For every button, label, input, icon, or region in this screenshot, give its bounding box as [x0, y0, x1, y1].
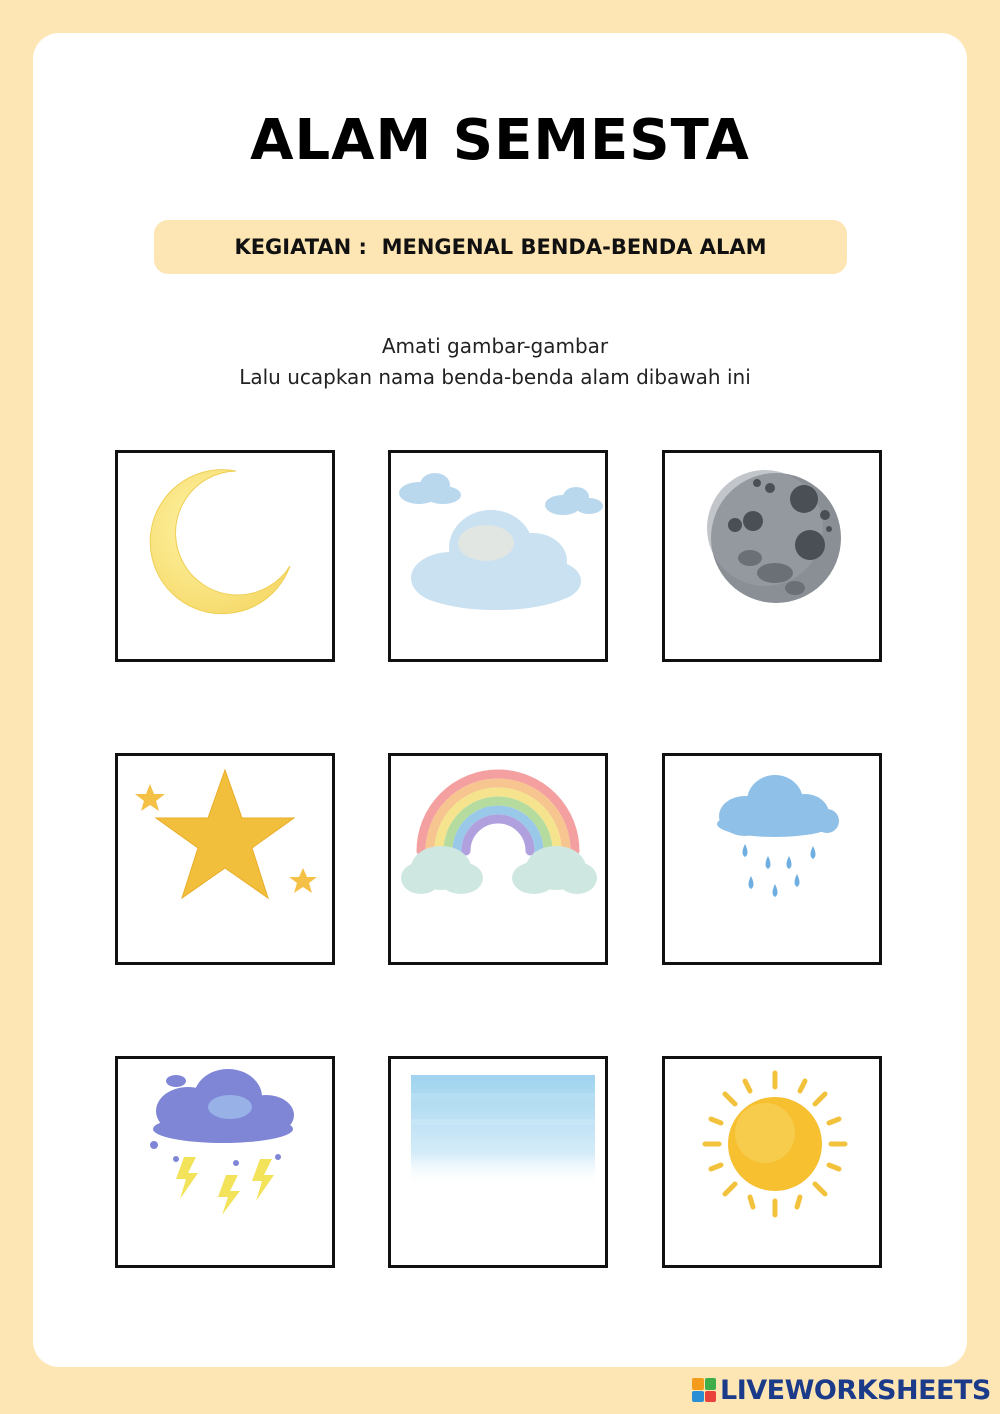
sky-icon — [391, 1059, 605, 1265]
picture-box-crescent-moon — [115, 450, 335, 662]
picture-box-rainbow — [388, 753, 608, 965]
crescent-moon-icon — [118, 453, 332, 659]
picture-box-stars — [115, 753, 335, 965]
brand-name: LIVEWORKSHEETS — [720, 1374, 991, 1406]
picture-box-full-moon — [662, 450, 882, 662]
picture-box-clouds — [388, 450, 608, 662]
picture-box-storm-cloud — [115, 1056, 335, 1268]
rain-cloud-icon — [665, 756, 879, 962]
full-moon-icon — [665, 453, 879, 659]
page-title: ALAM SEMESTA — [250, 108, 750, 173]
clouds-icon — [391, 453, 605, 659]
instruction-line-1: Amati gambar-gambar — [381, 334, 609, 358]
instruction-line-2: Lalu ucapkan nama benda-benda alam dibawah ini — [239, 365, 751, 389]
rainbow-icon — [391, 756, 605, 962]
picture-box-rain-cloud — [662, 753, 882, 965]
picture-box-sky — [388, 1056, 608, 1268]
storm-cloud-icon — [118, 1059, 332, 1265]
sun-icon — [665, 1059, 879, 1265]
brand-logo-icon — [692, 1378, 716, 1402]
stars-icon — [118, 756, 332, 962]
brand-watermark — [692, 1374, 991, 1406]
activity-banner: KEGIATAN : MENGENAL BENDA-BENDA ALAM — [154, 220, 847, 274]
picture-box-sun — [662, 1056, 882, 1268]
